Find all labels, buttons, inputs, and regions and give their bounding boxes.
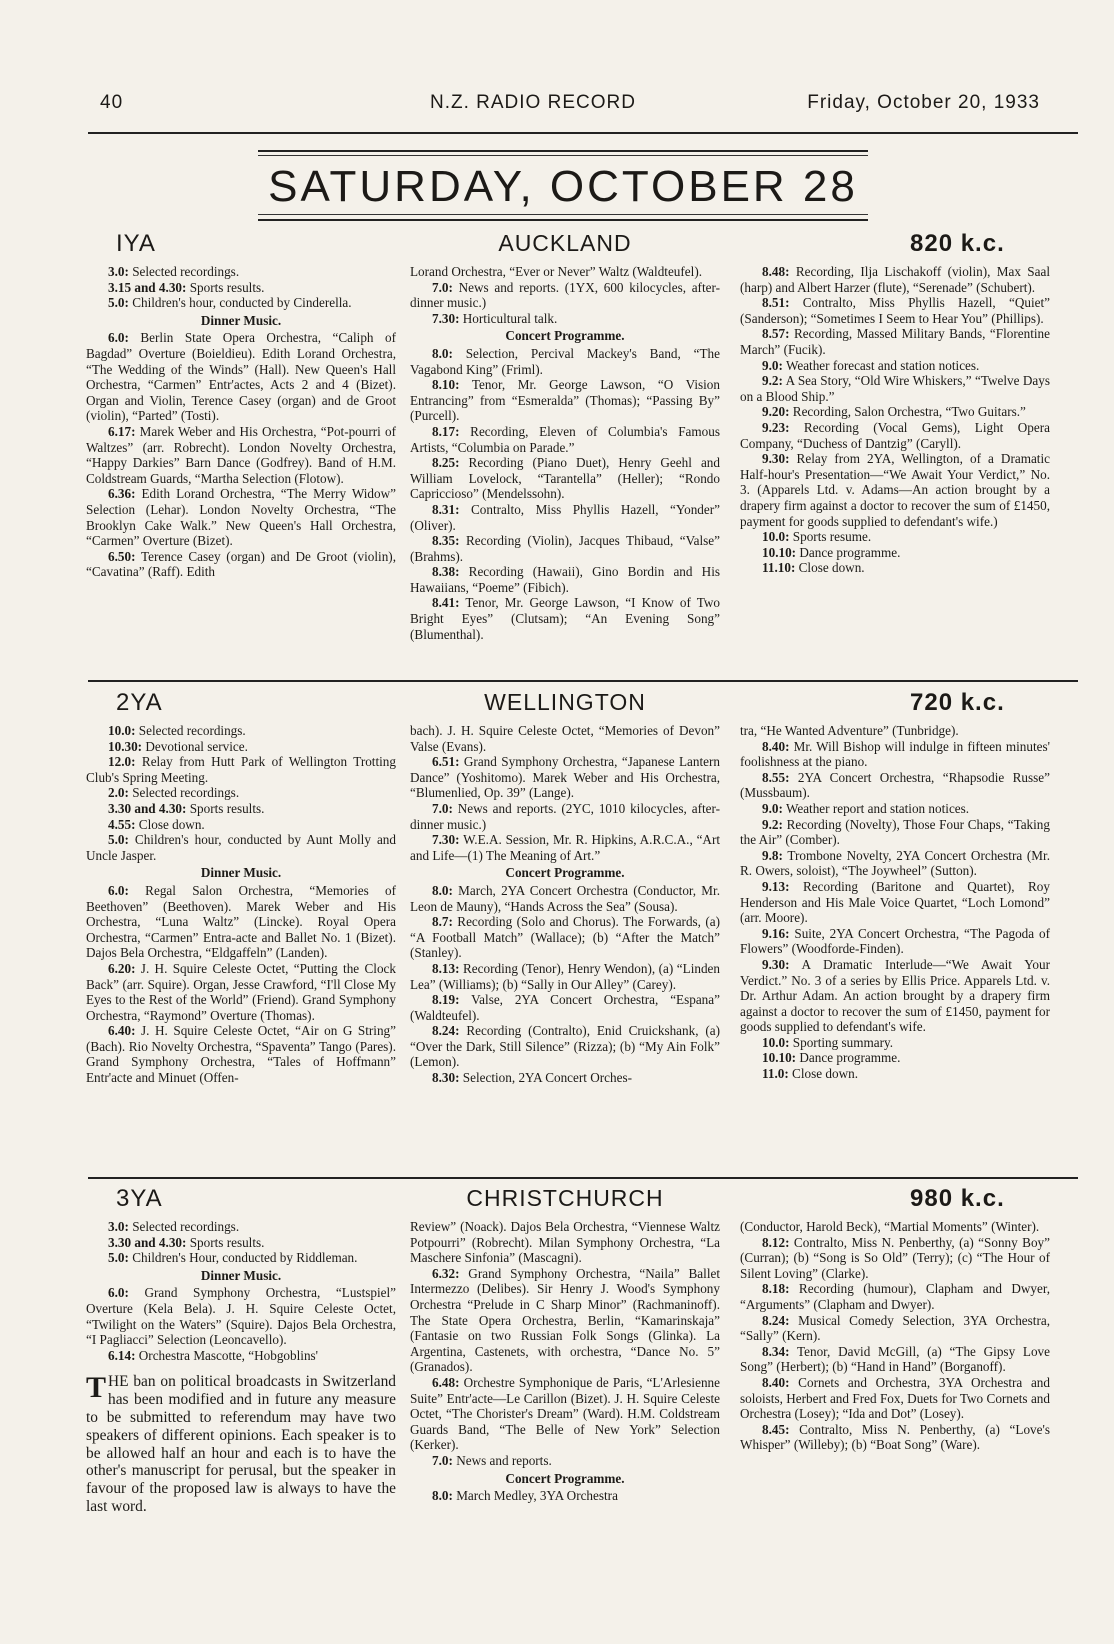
programme-time: 8.30: [432, 1070, 460, 1086]
programme-continuation: bach). J. H. Squire Celeste Octet, “Memories of Devon” Valse (Evans). [410, 723, 720, 754]
programme-entry [740, 879, 1050, 926]
programme-text: Valse, 2YA Concert Orchestra, “Espana” (Waldteufel). [410, 992, 720, 1023]
header-rule [88, 132, 1078, 134]
programme-time: 11.0: [762, 1066, 789, 1082]
programme-text: Grand Symphony Orchestra, “Naila” Ballet Intermezzo (Delibes). Sir Henry J. Wood's Symphony Orchestra “Prelude in C Sharp Minor” (Rachmaninoff). The State Opera Orchestra, Berlin, “Kamarinskaja” (Fantasie on two Russian Folk Songs (Glinka). La Argentina, Castenets, with orchestra, “Dance No. 5” (Granados). [410, 1265, 720, 1375]
programme-text: Recording, Ilja Lischakoff (violin), Max Saal (harp) and Albert Harzer (flute), “Serenade” (Schubert). [740, 264, 1050, 295]
drop-cap: T [86, 1371, 107, 1405]
programme-entry [740, 545, 1050, 561]
section-divider [88, 1177, 1078, 1179]
programme-time: 6.17: [108, 423, 136, 439]
programme-time: 7.0: [432, 279, 453, 295]
programme-time: 7.30: [432, 310, 460, 326]
programme-entry [86, 723, 396, 739]
programme-continuation: tra, “He Wanted Adventure” (Tunbridge). [740, 723, 959, 738]
station-frequency: 720 k.c. [910, 689, 1005, 716]
programme-entry [740, 420, 1050, 451]
programme-text: Recording, Eleven of Columbia's Famous Artists, “Columbia on Parade.” [410, 423, 720, 455]
programme-time: 9.2: [762, 373, 783, 389]
news-text [86, 1373, 396, 1515]
programme-text: Recording (Solo and Chorus). The Forwards, (a) “A Football Match” (Wallace); (b) “After the Match” (Stanley). [410, 914, 720, 961]
programme-time: 3.30 and 4.30: [108, 800, 187, 816]
programme-time: 8.48: [762, 264, 790, 279]
programme-time: 8.40: [762, 738, 790, 754]
programme-text: Orchestre Symphonique de Paris, “L'Arlesienne Suite” Entr'acte—Le Carillon (Bizet). J. H. Squire Celeste Octet, “The Chorister's Dream” (Ward). H.M. Coldstream Guards Band, “The Belle of New York” Selection (Kerker). [410, 1374, 720, 1453]
programme-time: 10.30: [108, 738, 143, 754]
programme-entry [410, 280, 720, 311]
programme-text: Trombone Novelty, 2YA Concert Orchestra (Mr. R. Owers, soloist), “The Joywheel” (Sutton). [740, 847, 1050, 879]
programme-text: J. H. Squire Celeste Octet, “Air on G String” (Bach). Rio Novelty Orchestra, “Spaventa” Tango (Pares). Grand Symphony Orchestra, “Tales of Hoffmann” Entr'acte and Minuet (Offen- [86, 1023, 396, 1086]
programme-text: Close down. [135, 816, 205, 832]
programme-column [86, 264, 396, 580]
programme-entry [410, 1488, 720, 1504]
programme-text: Recording (Piano Duet), Henry Geehl and William Lovelock, “Tarantella” (Heller); “Rondo Capriccioso” (Mendelssohn). [410, 455, 720, 502]
programme-time: 11.10: [762, 560, 796, 576]
programme-time: 10.0: [762, 1034, 790, 1050]
programme-text: Children's Hour, conducted by Riddleman. [128, 1250, 358, 1266]
programme-time: 6.0: [108, 882, 129, 898]
news-body: HE ban on political broadcasts in Switzerland has been modified and in future any measure to be submitted to referendum may have two speakers of different opinions. Each speaker is to be allowed half an hour and each is to have the other's manuscript for perusal, but the speaker in favour of the proposed law is always to have the last word. [86, 1373, 396, 1515]
programme-text: Contralto, Miss Phyllis Hazell, “Quiet” (Sanderson); “Sometimes I Seem to Hear You” (Phillips). [740, 295, 1050, 326]
programme-entry [410, 883, 720, 914]
programme-time: 8.31: [432, 501, 460, 517]
programme-text: Tenor, Mr. George Lawson, “I Know of Two Bright Eyes” (Clutsam); “An Evening Song” (Blumenthal). [410, 595, 720, 642]
programme-entry [740, 770, 1050, 801]
programme-time: 7.0: [432, 800, 453, 816]
programme-time: 6.51: [432, 754, 460, 770]
programme-column [410, 723, 720, 1086]
programme-text: Selected recordings. [135, 723, 246, 738]
programme-text: March, 2YA Concert Orchestra (Conductor, Mr. Leon de Mauny), “Hands Across the Sea” (Sousa). [410, 882, 720, 914]
programme-entry [410, 502, 720, 533]
programme-continuation: Lorand Orchestra, “Ever or Never” Waltz (Waldteufel). [410, 264, 703, 279]
programme-time: 6.14: [108, 1347, 136, 1363]
programme-time: 8.0: [432, 345, 453, 361]
section-subheading: Dinner Music. [200, 312, 282, 328]
programme-entry [86, 754, 396, 785]
programme-time: 8.7: [432, 914, 453, 930]
programme-time: 8.10: [432, 377, 460, 393]
programme-text: Contralto, Miss Phyllis Hazell, “Yonder” (Oliver). [410, 501, 720, 533]
programme-time: 8.13: [432, 960, 460, 976]
page-header [100, 92, 1060, 122]
programme-time: 4.55: [108, 816, 136, 832]
programme-column [86, 723, 396, 1086]
programme-entry [86, 739, 396, 755]
programme-entry [86, 424, 396, 486]
section-divider [88, 680, 1078, 682]
section-subheading: Dinner Music. [200, 1267, 282, 1283]
programme-entry [410, 424, 720, 455]
programme-time: 6.48: [432, 1374, 460, 1390]
programme-entry [740, 1422, 1050, 1453]
programme-time: 6.32: [432, 1265, 460, 1281]
programme-text: Dance programme. [796, 544, 901, 560]
station-frequency: 980 k.c. [910, 1185, 1005, 1212]
programme-entry [86, 264, 396, 280]
station-call-sign: 3YA [116, 1185, 163, 1212]
programme-time: 8.41: [432, 595, 460, 611]
programme-time: 9.23: [762, 419, 790, 435]
programme-text: 2YA Concert Orchestra, “Rhapsodie Russe” (Mussbaum). [740, 769, 1050, 801]
programme-time: 8.12: [762, 1234, 790, 1250]
programme-column [740, 1219, 1050, 1453]
programme-entry [410, 1375, 720, 1453]
programme-text: Relay from Hutt Park of Wellington Trotting Club's Spring Meeting. [86, 754, 396, 785]
programme-time: 9.13: [762, 878, 790, 894]
programme-text: Weather report and station notices. [782, 800, 970, 816]
programme-entry [410, 1070, 720, 1086]
programme-text: Recording, Massed Military Bands, “Florentine March” (Fucik). [740, 326, 1050, 357]
programme-entry [740, 801, 1050, 817]
programme-time: 9.30: [762, 451, 790, 467]
programme-text: Sports results. [186, 800, 265, 816]
programme-time: 6.50: [108, 548, 136, 564]
programme-time: 7.30: [432, 832, 460, 848]
news-item [86, 1373, 396, 1515]
programme-entry [410, 992, 720, 1023]
programme-entry [86, 832, 396, 863]
banner-rule-bottom-thin [258, 214, 868, 215]
programme-text: Sporting summary. [789, 1034, 894, 1050]
programme-time: 8.55: [762, 769, 790, 785]
station-city: AUCKLAND [498, 230, 632, 256]
programme-time: 9.30: [762, 956, 790, 972]
station-heading [0, 230, 1114, 264]
programme-time: 8.25: [432, 455, 460, 471]
programme-entry [410, 346, 720, 377]
programme-entry [86, 1250, 396, 1266]
programme-text: Recording (Tenor), Henry Wendon), (a) “Linden Lea” (Williams); (b) “Sally in Our Alley” (Carey). [410, 960, 720, 992]
programme-time: 10.10: [762, 544, 797, 560]
programme-time: 9.0: [762, 357, 783, 373]
programme-entry [410, 914, 720, 961]
programme-time: 8.35: [432, 533, 460, 549]
programme-entry [410, 801, 720, 832]
station-3ya [0, 1185, 1114, 1515]
programme-text: Edith Lorand Orchestra, “The Merry Widow” Selection (Lehar). London Novelty Orchestra, “The Brooklyn Cake Walk.” New Queen's Hall Orchestra, “Carmen” Overture (Bizet). [86, 486, 396, 549]
programme-text: Close down. [795, 560, 865, 576]
programme-entry [410, 1453, 720, 1469]
programme-time: 8.0: [432, 882, 453, 898]
programme-entry [740, 326, 1050, 357]
programme-time: 3.0: [108, 1219, 129, 1234]
programme-text: Selection, 2YA Concert Orches- [459, 1070, 632, 1086]
programme-entry [740, 1375, 1050, 1422]
programme-text: Children's hour, conducted by Aunt Molly and Uncle Jasper. [86, 832, 396, 863]
programme-entry [86, 817, 396, 833]
programme-entry [86, 295, 396, 311]
programme-entry [86, 801, 396, 817]
programme-text: Sports results. [186, 1234, 265, 1250]
programme-entry [86, 486, 396, 548]
programme-time: 9.2: [762, 816, 783, 832]
station-frequency: 820 k.c. [910, 230, 1005, 257]
programme-text: Selected recordings. [128, 264, 240, 279]
programme-time: 6.0: [108, 1285, 129, 1301]
programme-entry [740, 404, 1050, 420]
section-subheading: Concert Programme. [505, 1470, 625, 1486]
station-heading [0, 1185, 1114, 1219]
programme-time: 10.0: [762, 529, 790, 545]
programme-text: Close down. [788, 1066, 858, 1082]
programme-text: Recording (Contralto), Enid Cruickshank, (a) “Over the Dark, Still Silence” (Rizza); (b) “My Ain Folk” (Lemon). [410, 1023, 720, 1070]
programme-entry [86, 883, 396, 961]
programme-text: Recording, Salon Orchestra, “Two Guitars.” [789, 404, 1026, 420]
programme-entry [740, 1313, 1050, 1344]
programme-entry [740, 1281, 1050, 1312]
programme-text: Horticultural talk. [459, 310, 558, 326]
programme-time: 8.34: [762, 1343, 790, 1359]
banner-rule-top-thin [258, 155, 868, 156]
programme-entry [86, 330, 396, 424]
programme-entry [410, 311, 720, 327]
programme-entry [740, 817, 1050, 848]
programme-text: Musical Comedy Selection, 3YA Orchestra, “Sally” (Kern). [740, 1312, 1050, 1344]
programme-entry [410, 961, 720, 992]
programme-entry [410, 455, 720, 502]
station-2ya [0, 689, 1114, 1086]
programme-text: Recording (Violin), Jacques Thibaud, “Valse” (Brahms). [410, 533, 720, 564]
programme-text: Relay from 2YA, Wellington, of a Dramatic Half-hour's Presentation—“We Await Your Verdict,” No. 3. (Apparels Ltd. v. Adams—An action brought by a drapery firm against a doctor to recover the sum of £1450, payment for goods supplied to defendant's wife.) [740, 451, 1050, 529]
programme-time: 8.18: [762, 1281, 790, 1297]
programme-entry [740, 1050, 1050, 1066]
programme-time: 9.16: [762, 925, 790, 941]
programme-entry [86, 1348, 396, 1364]
programme-entry [740, 848, 1050, 879]
programme-text: News and reports. (2YC, 1010 kilocycles, after-dinner music.) [410, 800, 720, 832]
programme-entry [740, 529, 1050, 545]
programme-text: Weather forecast and station notices. [782, 357, 980, 373]
programme-text: Dance programme. [796, 1050, 901, 1066]
programme-entry [740, 1344, 1050, 1375]
programme-text: Terence Casey (organ) and De Groot (violin), “Cavatina” (Raff). Edith [86, 548, 396, 580]
programme-text: Sports results. [186, 279, 265, 295]
banner-rule-top [258, 150, 868, 152]
programme-time: 8.40: [762, 1374, 790, 1390]
programme-entry [740, 926, 1050, 957]
programme-entry [410, 754, 720, 801]
programme-text: Recording (humour), Clapham and Dwyer, “Arguments” (Clapham and Dwyer). [740, 1281, 1050, 1312]
programme-entry [740, 1066, 1050, 1082]
programme-entry [740, 373, 1050, 404]
programme-text: Cornets and Orchestra, 3YA Orchestra and soloists, Herbert and Fred Fox, Duets for Two Cornets and Orchestra (Losey); “Ida and Dot” (Losey). [740, 1374, 1050, 1422]
programme-time: 10.10: [762, 1050, 797, 1066]
programme-time: 8.38: [432, 564, 460, 580]
programme-time: 3.30 and 4.30: [108, 1234, 187, 1250]
programme-time: 9.8: [762, 847, 783, 863]
programme-entry [410, 1023, 720, 1070]
programme-entry [86, 1219, 396, 1235]
programme-entry [410, 1266, 720, 1375]
programme-entry [740, 451, 1050, 529]
programme-text: Recording (Baritone and Quartet), Roy Henderson and His Male Voice Quartet, “Loch Lomond” (arr. Moore). [740, 878, 1050, 926]
programme-time: 3.0: [108, 264, 129, 279]
programme-time: 5.0: [108, 1250, 129, 1266]
station-1ya [0, 230, 1114, 642]
programme-time: 2.0: [108, 785, 129, 801]
programme-entry [86, 1285, 396, 1347]
programme-text: Suite, 2YA Concert Orchestra, “The Pagoda of Flowers” (Woodforde-Finden). [740, 925, 1050, 957]
programme-time: 6.0: [108, 330, 129, 346]
programme-time: 5.0: [108, 295, 129, 311]
programme-text: Recording (Novelty), Those Four Chaps, “Taking the Air” (Comber). [740, 816, 1050, 848]
programme-time: 8.24: [432, 1023, 460, 1039]
programme-text: Tenor, David McGill, (a) “The Gipsy Love Song” (Herbert); (b) “Hand in Hand” (Borganoff). [740, 1343, 1050, 1375]
programme-text: Contralto, Miss N. Penberthy, (a) “Sonny Boy” (Curran); (b) “Song is So Old” (Terry); (c) “The Hour of Silent Loving” (Clarke). [740, 1234, 1050, 1281]
programme-text: Contralto, Miss N. Penberthy, (a) “Love's Whisper” (Willeby); (b) “Boat Song” (Ware). [740, 1421, 1050, 1453]
programme-time: 12.0: [108, 754, 136, 770]
programme-column [86, 1219, 396, 1516]
programme-text: News and reports. [452, 1452, 552, 1468]
programme-continuation: (Conductor, Harold Beck), “Martial Moments” (Winter). [740, 1219, 1040, 1234]
programme-text: Grand Symphony Orchestra, “Japanese Lantern Dance” (Yoshitomo). Marek Weber and His Orchestra, “Blumenlied, Op. 39” (Lange). [410, 754, 720, 801]
programme-text: Mr. Will Bishop will indulge in fifteen minutes' foolishness at the piano. [740, 738, 1050, 770]
programme-time: 8.57: [762, 326, 790, 342]
programme-entry [740, 264, 1050, 295]
programme-entry [86, 1023, 396, 1085]
programme-entry [410, 533, 720, 564]
programme-text: Sports resume. [789, 529, 872, 545]
programme-time: 8.0: [432, 1488, 453, 1504]
programme-entry [410, 564, 720, 595]
programme-column [740, 723, 1050, 1082]
programme-time: 5.0: [108, 832, 129, 848]
page-number: 40 [100, 92, 124, 113]
programme-text: J. H. Squire Celeste Octet, “Putting the Clock Back” (arr. Squire). Organ, Jesse Crawford, “I'll Close My Eyes to the Rest of the World” (Friend). Grand Symphony Orchestra, “Raymond” Overture (Thomas). [86, 960, 396, 1023]
programme-entry [410, 377, 720, 424]
programme-text: A Sea Story, “Old Wire Whiskers,” “Twelve Days on a Blood Ship.” [740, 373, 1050, 404]
programme-time: 7.0: [432, 1452, 453, 1468]
programme-entry [86, 785, 396, 801]
programme-text: Selected recordings. [128, 785, 240, 801]
programme-text: Selected recordings. [128, 1219, 240, 1234]
section-subheading: Dinner Music. [200, 865, 282, 881]
programme-time: 3.15 and 4.30: [108, 279, 187, 295]
programme-text: A Dramatic Interlude—“We Await Your Verdict.” No. 3 of a series by Ellis Price. Apparels Ltd. v. Dr. Arthur Adam. An action brought by a drapery firm against a doctor to recover the sum of £1450, payment for goods supplied to defendant's wife. [740, 956, 1050, 1035]
programme-time: 9.20: [762, 404, 790, 420]
station-call-sign: 2YA [116, 689, 163, 716]
programme-entry [740, 957, 1050, 1035]
programme-entry [740, 295, 1050, 326]
programme-column [410, 1219, 720, 1504]
programme-text: Devotional service. [142, 738, 248, 754]
page-title: SATURDAY, OCTOBER 28 [268, 162, 858, 211]
programme-entry [740, 560, 1050, 576]
programme-time: 8.51: [762, 295, 790, 311]
programme-entry [740, 1235, 1050, 1282]
programme-text: Tenor, Mr. George Lawson, “O Vision Entrancing” from “Esmeralda” (Thomas); “Passing By” (Purcell). [410, 377, 720, 424]
programme-entry [740, 739, 1050, 770]
programme-time: 9.0: [762, 800, 783, 816]
programme-text: Berlin State Opera Orchestra, “Caliph of Bagdad” Overture (Boieldieu). Edith Lorand Orchestra, “The Wedding of the Winds” (Hall). New Queen's Hall Orchestra, “Carmen” Entr'actes, Acts 2 and 4 (Bizet). Organ and Violin, Terence Casey (organ) and de Groot (violin), “Parted” (Tosti). [86, 330, 396, 424]
programme-text: W.E.A. Session, Mr. R. Hipkins, A.R.C.A., “Art and Life—(1) The Meaning of Art.” [410, 832, 720, 863]
programme-entry [410, 595, 720, 642]
programme-text: Recording (Vocal Gems), Light Opera Company, “Duchess of Dantzig” (Caryll). [740, 419, 1050, 451]
programme-text: Orchestra Mascotte, “Hobgoblins' [135, 1347, 319, 1363]
programme-continuation: Review” (Noack). Dajos Bela Orchestra, “Viennese Waltz Potpourri” (Robrecht). Milan Symphony Orchestra, “La Maschere Sinfonia” (Mascagni). [410, 1219, 720, 1266]
programme-text: Children's hour, conducted by Cinderella. [128, 295, 352, 311]
programme-time: 6.20: [108, 960, 136, 976]
station-city: CHRISTCHURCH [466, 1185, 664, 1211]
station-city: WELLINGTON [484, 689, 646, 715]
programme-entry [740, 1035, 1050, 1051]
banner-rule-bottom [258, 219, 868, 221]
masthead: N.Z. RADIO RECORD [430, 92, 636, 113]
programme-entry [86, 549, 396, 580]
section-subheading: Concert Programme. [505, 865, 625, 881]
programme-entry [740, 358, 1050, 374]
programme-column [740, 264, 1050, 576]
programme-time: 10.0: [108, 723, 136, 738]
programme-time: 8.17: [432, 423, 460, 439]
programme-entry [86, 961, 396, 1023]
programme-text: Selection, Percival Mackey's Band, “The Vagabond King” (Friml). [410, 345, 720, 377]
programme-text: Recording (Hawaii), Gino Bordin and His Hawaiians, “Poeme” (Fibich). [410, 564, 720, 595]
station-heading [0, 689, 1114, 723]
programme-column [410, 264, 720, 642]
programme-time: 8.19: [432, 992, 460, 1008]
programme-text: Grand Symphony Orchestra, “Lustspiel” Overture (Kela Bela). J. H. Squire Celeste Octet, “Twilight on the Waters” (Squire). Dajos Bela Orchestra, “I Pagliacci” Selection (Leoncavello). [86, 1285, 396, 1348]
programme-text: Regal Salon Orchestra, “Memories of Beethoven” (Beethoven). Marek Weber and His Orchestra, “Luna Waltz” (Lincke). Royal Opera Orchestra, “Carmen” Entra-acte and Ballet No. 1 (Bizet). Dajos Bela Orchestra, “Eldgaffeln” (Landen). [86, 882, 396, 961]
programme-entry [86, 280, 396, 296]
programme-time: 6.36: [108, 486, 136, 502]
programme-text: Marek Weber and His Orchestra, “Pot-pourri of Waltzes” (arr. Robrecht). London Novelty Orchestra, “Happy Darkies” Barn Dance (Godfrey). Band of H.M. Coldstream Guards, “Martha Selection (Flotow). [86, 423, 396, 486]
programme-text: News and reports. (1YX, 600 kilocycles, after-dinner music.) [410, 279, 720, 311]
station-call-sign: IYA [116, 230, 156, 257]
programme-entry [410, 832, 720, 863]
programme-time: 8.24: [762, 1312, 790, 1328]
programme-time: 8.45: [762, 1421, 790, 1437]
section-subheading: Concert Programme. [505, 328, 625, 344]
programme-text: March Medley, 3YA Orchestra [452, 1488, 618, 1504]
programme-entry [86, 1235, 396, 1251]
issue-date: Friday, October 20, 1933 [807, 92, 1040, 113]
programme-time: 6.40: [108, 1023, 136, 1039]
